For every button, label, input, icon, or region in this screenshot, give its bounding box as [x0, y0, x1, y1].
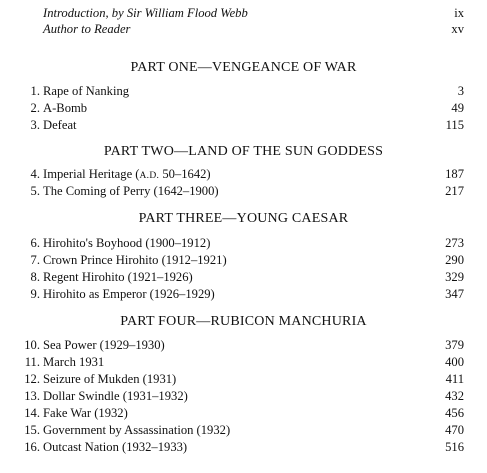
toc-entry-chapter-16	[24, 439, 464, 455]
toc-entry-chapter-1	[24, 83, 464, 99]
toc-entry-page: 379	[445, 338, 464, 352]
toc-entry-page: 273	[445, 236, 464, 250]
toc-entry-page: 115	[445, 118, 464, 132]
chapter-title-era: A.D.	[139, 171, 160, 181]
toc-entry-title: Author to Reader	[43, 22, 131, 36]
toc-entry-page: 411	[445, 372, 464, 386]
toc-entry-page: 290	[445, 253, 464, 267]
toc-entry-chapter-15	[24, 422, 464, 438]
chapter-number: 7.	[30, 253, 40, 267]
chapter-number: 11.	[24, 355, 40, 369]
toc-entry-chapter-14	[24, 405, 464, 421]
toc-entry-page: 456	[445, 406, 464, 420]
toc-entry-chapter-8	[24, 269, 464, 285]
chapter-title: Outcast Nation (1932–1933)	[43, 440, 188, 454]
toc-entry-chapter-10	[24, 337, 464, 353]
part-heading-three: PART THREE—YOUNG CAESAR	[138, 211, 349, 226]
chapter-number: 8.	[30, 270, 40, 284]
toc-entry-page: 49	[451, 101, 464, 115]
toc-entry-page: 432	[445, 389, 464, 403]
chapter-number: 1.	[30, 84, 40, 98]
chapter-number: 3.	[30, 118, 40, 132]
part-heading-two: PART TWO—LAND OF THE SUN GODDESS	[103, 144, 384, 159]
toc-entry-chapter-9	[24, 286, 464, 302]
chapter-number: 9.	[30, 287, 40, 301]
toc-entry-chapter-2	[24, 100, 464, 116]
toc-entry-page: 347	[445, 287, 464, 301]
chapter-number: 2.	[30, 101, 40, 115]
part-heading-one: PART ONE—VENGEANCE OF WAR	[130, 60, 357, 75]
toc-entry-introduction	[24, 5, 464, 21]
chapter-title: A-Bomb	[43, 101, 88, 115]
chapter-title: Dollar Swindle (1931–1932)	[43, 389, 188, 403]
toc-entry-page: 187	[445, 167, 464, 181]
chapter-number: 16.	[24, 440, 40, 454]
chapter-title: Sea Power (1929–1930)	[43, 338, 165, 352]
toc-entry-chapter-5	[24, 183, 464, 199]
chapter-number: 6.	[30, 236, 40, 250]
chapter-title: Hirohito as Emperor (1926–1929)	[43, 287, 215, 301]
chapter-title: Government by Assassination (1932)	[43, 423, 231, 437]
toc-entry-page: 217	[445, 184, 464, 198]
chapter-title: The Coming of Perry (1642–1900)	[43, 184, 219, 198]
toc-entry-page: xv	[451, 22, 464, 36]
part-heading-four: PART FOUR—RUBICON MANCHURIA	[120, 314, 367, 329]
toc-entry-page: 400	[445, 355, 464, 369]
chapter-title: Defeat	[43, 118, 77, 132]
toc-entry-page: 3	[457, 84, 464, 98]
toc-entry-chapter-3	[24, 117, 464, 133]
chapter-title-start: Imperial Heritage (	[43, 167, 140, 181]
chapter-title: Seizure of Mukden (1931)	[43, 372, 177, 386]
toc-entry-author-to-reader	[24, 21, 464, 37]
chapter-number: 5.	[30, 184, 40, 198]
toc-entry-title: Introduction, by Sir William Flood Webb	[43, 6, 248, 20]
toc-entry-chapter-12	[24, 371, 464, 387]
chapter-title: Regent Hirohito (1921–1926)	[43, 270, 193, 284]
chapter-number: 4.	[30, 167, 40, 181]
toc-entry-chapter-6	[24, 235, 464, 251]
toc-entry-chapter-11	[24, 354, 464, 370]
toc-entry-page: 516	[445, 440, 464, 454]
toc-entry-page: 329	[445, 270, 464, 284]
chapter-number: 10.	[24, 338, 40, 352]
chapter-title: March 1931	[43, 355, 105, 369]
chapter-title: Hirohito's Boyhood (1900–1912)	[43, 236, 211, 250]
chapter-title-end: 50–1642)	[159, 167, 211, 181]
toc-entry-chapter-4	[24, 166, 464, 182]
toc-entry-chapter-7	[24, 252, 464, 268]
toc-entry-page: 470	[445, 423, 464, 437]
chapter-number: 14.	[24, 406, 40, 420]
chapter-number: 12.	[24, 372, 40, 386]
chapter-number: 15.	[24, 423, 40, 437]
chapter-title: Crown Prince Hirohito (1912–1921)	[43, 253, 227, 267]
toc-entry-chapter-13	[24, 388, 464, 404]
chapter-title: Fake War (1932)	[43, 406, 128, 420]
toc-entry-page: ix	[454, 6, 464, 20]
chapter-title: Rape of Nanking	[43, 84, 130, 98]
chapter-number: 13.	[24, 389, 40, 403]
